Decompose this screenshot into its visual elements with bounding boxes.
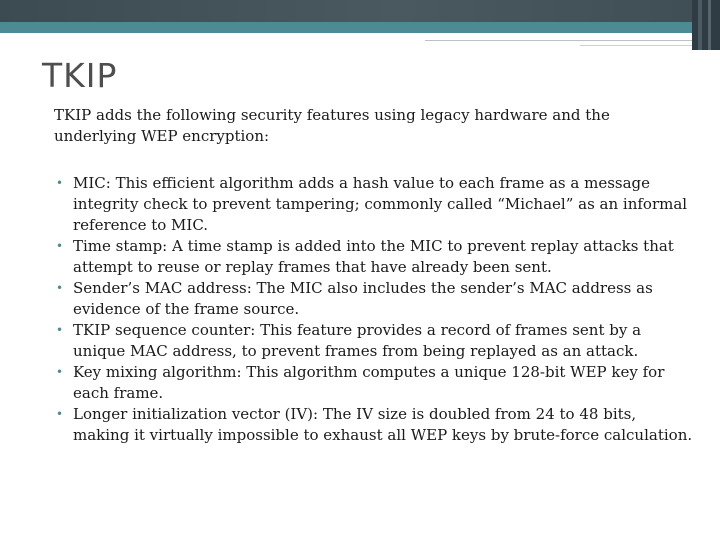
header-band-teal [0, 22, 720, 33]
bullet-icon: • [56, 407, 64, 421]
list-item-time-stamp [54, 236, 694, 278]
decorative-rule [425, 40, 692, 41]
list-item-sequence-counter [54, 320, 694, 362]
feature-list [54, 173, 694, 446]
list-item-sender-mac [54, 278, 694, 320]
list-item-text: Sender’s MAC address: The MIC also includes the sender’s MAC address as evidence of the frame source. [73, 279, 653, 318]
bullet-icon: • [56, 176, 64, 190]
header-band-dark [0, 0, 720, 22]
list-item-text: MIC: This efficient algorithm adds a hash value to each frame as a message integrity check to prevent tampering; commonly called “Michael” as an informal reference to MIC. [73, 174, 688, 234]
bullet-icon: • [56, 239, 64, 253]
list-item-mic [54, 173, 694, 236]
decorative-rule-short [580, 45, 692, 46]
bullet-icon: • [56, 281, 64, 295]
bullet-icon: • [56, 365, 64, 379]
corner-decoration [692, 0, 720, 50]
list-item-text: Key mixing algorithm: This algorithm computes a unique 128-bit WEP key for each frame. [73, 363, 665, 402]
list-item-key-mixing [54, 362, 694, 404]
intro-paragraph: TKIP adds the following security features using legacy hardware and the underlying WEP encryption: [54, 106, 610, 145]
list-item-longer-iv [54, 404, 694, 446]
list-item-text: Time stamp: A time stamp is added into the MIC to prevent replay attacks that attempt to reuse or replay frames that have already been sent. [73, 237, 674, 276]
list-item-text: TKIP sequence counter: This feature provides a record of frames sent by a unique MAC address, to prevent frames from being replayed as an attack. [73, 321, 642, 360]
slide-title: TKIP [42, 56, 118, 95]
list-item-text: Longer initialization vector (IV): The IV size is doubled from 24 to 48 bits, making it virtually impossible to exhaust all WEP keys by brute-force calculation. [73, 405, 693, 444]
bullet-icon: • [56, 323, 64, 337]
